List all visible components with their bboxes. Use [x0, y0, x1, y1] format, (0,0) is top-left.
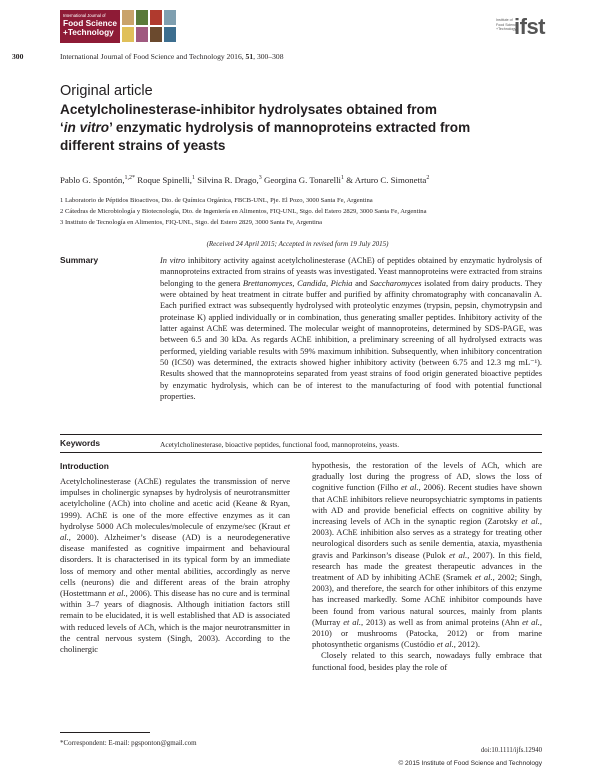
affiliation: 3 Instituto de Tecnología en Alimentos, FIQ-UNL, Stgo. del Estero 2829, 3000 Santa Fe, Argentina [60, 219, 323, 226]
article-type: Original article [60, 83, 153, 99]
cover-thumbnail [150, 10, 162, 25]
cover-thumbnails [122, 10, 176, 43]
affiliation: 2 Cátedras de Microbiología y Biotecnología, Dto. de Ingeniería en Alimentos, FIQ-UNL, Stgo. del Estero 2829, 3000 Santa Fe, Argentina [60, 208, 427, 215]
cover-thumbnail [122, 10, 134, 25]
footnote-rule [60, 732, 150, 733]
affiliation: 1 Laboratorio de Péptidos Bioactivos, Dto. de Química Orgánica, FBCB-UNL, Pje. El Pozo, 3000 Santa Fe, Argentina [60, 197, 373, 204]
introduction-heading: Introduction [60, 461, 109, 471]
author: Silvina R. Drago, [197, 175, 259, 185]
author: Georgina G. Tonarelli [263, 175, 341, 185]
received-dates: (Received 24 April 2015; Accepted in revised form 19 July 2015) [206, 240, 389, 248]
ifst-logo-wordmark: ifst [514, 14, 545, 39]
author: & Arturo C. Simonetta [346, 175, 427, 185]
banner-line-2 [63, 19, 117, 37]
title-italic: in vitro [63, 120, 110, 135]
cover-thumbnail [164, 27, 176, 42]
introduction-left-column: Acetylcholinesterase (AChE) regulates the transmission of nerve impulses in cholinergic synapses by hydrolysis of neurotransmitter acetylcholine (ACh) into choline and acetic acid (Keane & Ryan, 1999). AChE is one of the more effective enzymes as it can hydrolyse 5000 ACh molecules/molecule of enzyme/sec (Kraut et al., 2000). Alzheimer’s disease (AD) is a neurodegenerative disease manifested as cognitive impairment and behavioural disorders. It is characterised in its typical form by an immediate loss of memory and other mental abilities, accordingly as nerve cells (neurons) die and different areas of the brain atrophy (Hostettmann et al., 2006). This disease has no cure and is terminal within 3–7 years of diagnosis. Although initiation factors still remain to be elucidated, it is well established that AD is associated with reduced levels of ACh, which is the major neurotransmitter in the central nervous system (Singh, 2003). According to the cholinergic [60, 476, 290, 655]
page-number: 300 [12, 52, 24, 61]
journal-banner-logo [60, 10, 120, 43]
cover-thumbnail [164, 10, 176, 25]
author: Roque Spinelli, [137, 175, 192, 185]
summary-text: In vitro inhibitory activity against acetylcholinesterase (AChE) of peptides obtained by enzymatic hydrolysis of mannoproteins extracted from strains of yeasts was investigated. Yeast mannoproteins were extracted from strains belonging to the genera Brettanomyces, Candida, Pichia and Saccharomyces isolated from dairy products. They were obtained by heat treatment in citrate buffer and purified by affinity chromatography with concanavalin A. Each purified extract was subsequently hydrolysed with proteolytic enzymes (trypsin, pepsin, chymotrypsin and proteinase K) applied individually or in combination, thus generating smaller peptides. Inhibitory activity of the latter against AChE was determined. The molecular weight of mannoproteins, determined by SDS-PAGE, was between 6.5 and 30 kDa. As regards AChE inhibition, a preliminary screening of all hydrolysed extracts was performed, yielding variable results with 59% maximum inhibition. Subsequently, when inhibitory concentration 50 (IC50) was determined, the extracts showed higher inhibitory activity (between 6.75 and 12.3 mg mL⁻¹). Results showed that the mannoproteins separated from yeast strains of food origin generated bioactive peptides by enzymatic hydrolysis, which can be of interest to the manufacturing of food with potential functional properties. [160, 256, 543, 402]
banner-line-1: International Journal of [63, 13, 106, 18]
keywords-text: Acetylcholinesterase, bioactive peptides, functional food, mannoproteins, yeasts. [160, 440, 400, 449]
doi: doi:10.1111/ijfs.12940 [480, 747, 542, 754]
keywords-label: Keywords [60, 438, 101, 448]
introduction-right-column: hypothesis, the restoration of the levels of ACh, which are gradually lost during the progress of AD, slows the loss of cognitive function (Filho et al., 2006). Recent studies have shown that AChE inhibitors relieve neuropsychiatric symptoms in patients with AD and provide beneficial effects on cognitive ability by increasing levels of ACh in the synaptic region (Zarotsky et al., 2003). AChE inhibition also serves as a strategy for treating other neurological disorders such as senile dementia, ataxia, myasthenia gravis and Parkinson’s disease (Pulok et al., 2007). In this field, research has made the greatest therapeutic advances in the treatment of AD by inhibiting AChE (Sramek et al., 2002; Singh, 2003), and therefore, the search for other inhibitors of this enzyme has increased markedly. Some AChE inhibitor compounds have been found from various natural sources, mainly from plants (Murray et al., 2013) as well as from animal proteins (Ahn et al., 2010) or mushrooms (Patocka, 2012) or from marine photosynthetic organisms (Custódio et al., 2012). Closely related to this search, nowadays fully embrace that functional food, besides play the role of [312, 460, 543, 672]
banner-technology: +Technology [63, 27, 114, 37]
cover-thumbnail [150, 27, 162, 42]
ifst-logo-small-text: Institute of Food Science +Technology [496, 18, 518, 32]
cover-thumbnail [136, 10, 148, 25]
author: Pablo G. Spontón, [60, 175, 125, 185]
copyright: © 2015 Institute of Food Science and Technology [398, 760, 542, 767]
article-title: Acetylcholinesterase-inhibitor hydrolysates obtained from ‘in vitro’ enzymatic hydrolysis of mannoproteins extracted from different strains of yeasts [60, 102, 471, 153]
summary-label: Summary [60, 255, 99, 265]
cover-thumbnail [136, 27, 148, 42]
ifst-logo [496, 14, 544, 40]
journal-volume: 51 [245, 52, 254, 61]
banner-food-science: Food Science [63, 18, 117, 28]
section-divider [60, 452, 542, 453]
section-divider [60, 434, 542, 435]
author-list: Pablo G. Spontón,$^{1,2*}$ Roque Spinelli,$^1$ Silvina R. Drago,$^3$ Georgina G. Tonarelli$^1$ & Arturo C. Simonetta$^2$ [60, 175, 430, 185]
correspondent-footnote: *Correspondent: E-mail: pgsponton@gmail.com [60, 739, 197, 747]
cover-thumbnail [122, 27, 134, 42]
journal-citation: International Journal of Food Science and Technology 2016, 51, 300–308 [60, 52, 284, 61]
